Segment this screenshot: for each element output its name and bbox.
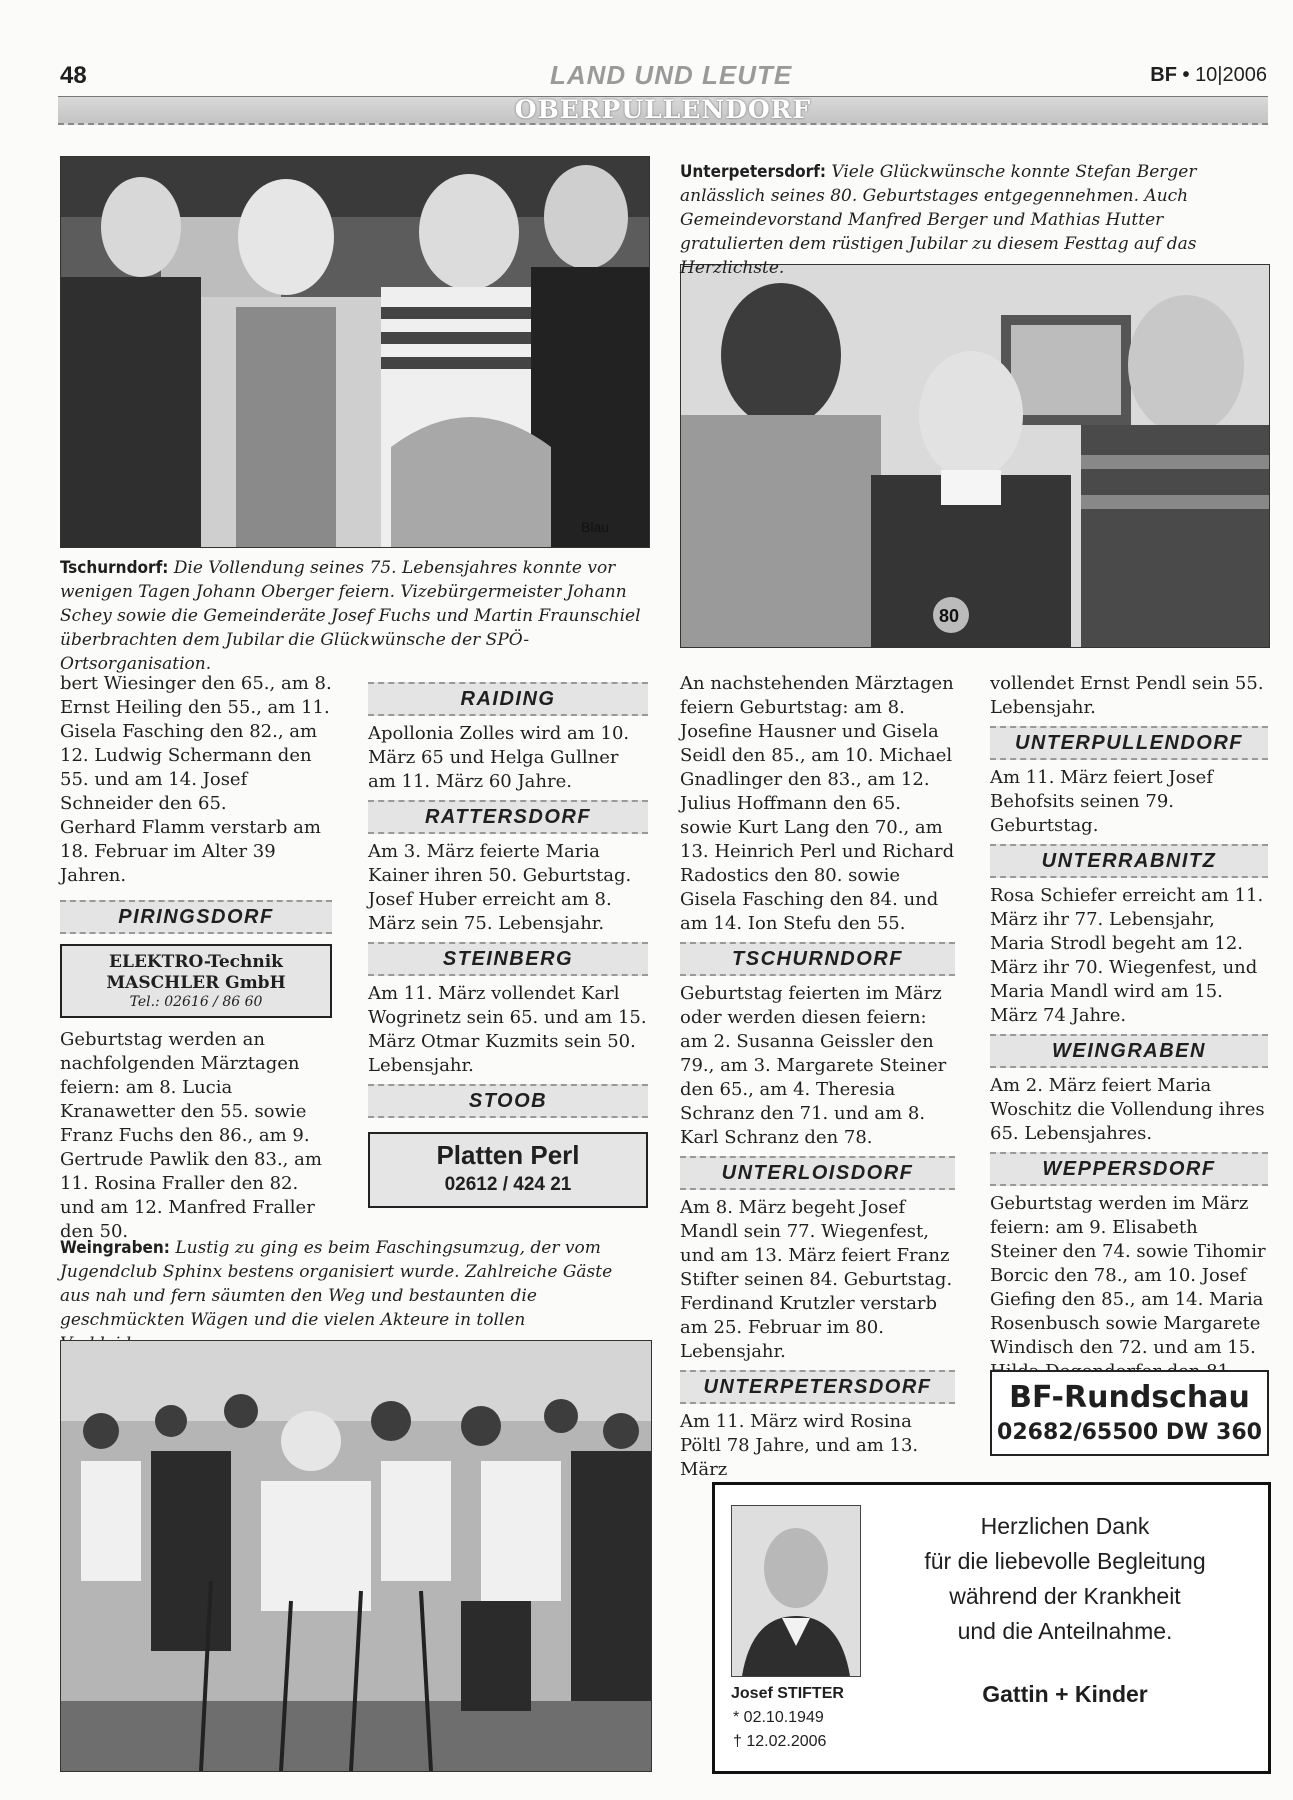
births-list: Rosa Schiefer erreicht am 11. März ihr 77. Lebensjahr, Maria Strodl begeht am 12. März ihr 70. Wiegenfest, und Maria Mandl wird am 15. März 74 Jahre. xyxy=(990,885,1264,1026)
death-notice: Gerhard Flamm verstarb am 18. Februar im Alter 39 Jahren. xyxy=(60,817,321,886)
death-date: † 12.02.2006 xyxy=(733,1733,827,1750)
town-heading-raiding: RAIDING xyxy=(368,682,648,716)
memorial-signature: Gattin + Kinder xyxy=(982,1681,1148,1707)
deceased-name xyxy=(731,1685,844,1703)
caption-place: Weingraben: xyxy=(60,1238,170,1258)
town-heading-unterrabnitz: UNTERRABNITZ xyxy=(990,844,1268,878)
births-list: Apollonia Zolles wird am 10. März 65 und Helga Gullner am 11. März 60 Jahre. xyxy=(368,723,630,792)
town-heading-tschurndorf: TSCHURNDORF xyxy=(680,942,955,976)
town-heading-weingraben: WEINGRABEN xyxy=(990,1034,1268,1068)
caption-tschurndorf xyxy=(60,556,648,676)
births-list: Am 2. März feiert Maria Woschitz die Vollendung ihres 65. Lebensjahres. xyxy=(990,1075,1265,1144)
town-heading-rattersdorf: RATTERSDORF xyxy=(368,800,648,834)
births-list: bert Wiesinger den 65., am 8. Ernst Heiling den 55., am 11. Gisela Fasching den 82., am 12. Ludwig Schermann den 55. und am 14. Josef Schneider den 65. xyxy=(60,673,332,814)
births-list: Am 8. März begeht Josef Mandl sein 77. Wiegenfest, und am 13. März feiert Franz Stifter seinen 84. Geburtstag. Ferdinand Krutzler verstarb am 25. Februar im 80. Lebensjahr. xyxy=(680,1197,953,1362)
ad-elektro-maschler xyxy=(60,944,332,1018)
column-3 xyxy=(680,672,955,1482)
town-heading-weppersdorf: WEPPERSDORF xyxy=(990,1152,1268,1186)
caption-text: Die Vollendung seines 75. Lebensjahres konnte vor wenigen Tagen Johann Oberger feiern. Vizebürgermeister Johann Schey sowie die Gemeinderäte Josef Fuchs und Martin Fraunschiel überbrachten dem Jubilar die Glückwünsche der SPÖ-Ortsorganisation. xyxy=(60,558,641,674)
message-line: während der Krankheit xyxy=(949,1583,1181,1609)
region-title: OBERPULLENDORF xyxy=(514,95,812,124)
column-4 xyxy=(990,672,1268,1384)
town-heading-piringsdorf: PIRINGSDORF xyxy=(60,900,332,934)
town-heading-steinberg: STEINBERG xyxy=(368,942,648,976)
basket-label: Blau xyxy=(581,519,610,535)
births-list: An nachstehenden Märztagen feiern Geburtstag: am 8. Josefine Hausner und Gisela Seidl den 85., am 10. Michael Gnadlinger den 83., am 12. Julius Hoffmann den 65. sowie Kurt Lang den 70., am 13. Heinrich Perl und Richard Radostics den 80. sowie Gisela Fasching den 84. und am 14. Ion Stefu den 55. xyxy=(680,673,955,934)
badge-80: 80 xyxy=(939,606,960,626)
birth-date: * 02.10.1949 xyxy=(733,1709,824,1726)
caption-text: Viele Glückwünsche konnte Stefan Berger anlässlich seines 80. Geburtstages entgegennehmen. Auch Gemeindevorstand Manfred Berger und Mathias Hutter gratulierten dem rüstigen Jubilar zu diesem Festtag auf das Herzlichste. xyxy=(680,162,1197,278)
photo-weingraben-fasching xyxy=(60,1340,652,1772)
town-heading-unterpetersdorf: UNTERPETERSDORF xyxy=(680,1370,955,1404)
section-title: LAND UND LEUTE xyxy=(550,60,793,90)
births-list: Geburtstag werden an nachfolgenden Märztagen feiern: am 8. Lucia Kranawetter den 55. sowie Franz Fuchs den 86., am 9. Gertrude Pawlik den 83., am 11. Rosina Fraller den 82. und am 12. Manfred Fraller den 50. xyxy=(60,1029,322,1242)
ad-phone: 02682/65500 DW 360 xyxy=(997,1420,1262,1445)
issue-number: 10|2006 xyxy=(1195,64,1267,86)
births-list: Geburtstag feierten im März oder werden diesen feiern: am 2. Susanna Geissler den 79., am 3. Margarete Steiner den 65., am 4. Theresia Schranz den 71. und am 8. Karl Schranz den 78. xyxy=(680,983,947,1148)
page-number: 48 xyxy=(60,62,87,89)
message-line: für die liebevolle Begleitung xyxy=(924,1548,1206,1574)
publication-name: BF xyxy=(1150,64,1177,86)
ad-line-1: Platten Perl xyxy=(436,1140,580,1170)
births-list: vollendet Ernst Pendl sein 55. Lebensjahr. xyxy=(990,673,1264,718)
message-line: Herzlichen Dank xyxy=(980,1513,1150,1539)
photo-unterpetersdorf xyxy=(680,264,1270,648)
separator-dot: • xyxy=(1182,64,1190,86)
town-heading-stoob: STOOB xyxy=(368,1084,648,1118)
town-heading-unterloisdorf: UNTERLOISDORF xyxy=(680,1156,955,1190)
births-list: Am 3. März feierte Maria Kainer ihren 50. Geburtstag. Josef Huber erreicht am 8. März sein 75. Lebensjahr. xyxy=(368,841,632,934)
column-2 xyxy=(368,676,648,1208)
births-list: Am 11. März wird Rosina Pöltl 78 Jahre, und am 13. März xyxy=(680,1411,919,1480)
ad-line-1: BF-Rundschau xyxy=(1009,1380,1250,1415)
caption-unterpetersdorf xyxy=(680,160,1265,280)
births-list: Am 11. März vollendet Karl Wogrinetz sein 65. und am 15. März Otmar Kuzmits sein 50. Lebensjahr. xyxy=(368,983,647,1076)
issue-info xyxy=(1150,64,1267,87)
region-banner xyxy=(58,96,1268,125)
caption-text: Lustig zu ging es beim Faschingsumzug, der vom Jugendclub Sphinx bestens organisiert wurde. Zahlreiche Gäste aus nah und fern säumten den Weg und bestaunten die geschmückten Wägen und die vielen Akteure in tollen xyxy=(60,1238,613,1330)
thanks-message xyxy=(875,1509,1255,1649)
memorial-portrait xyxy=(731,1505,861,1677)
message-line: und die Anteilnahme. xyxy=(957,1618,1173,1644)
photo-tschurndorf xyxy=(60,156,650,548)
ad-line-1: ELEKTRO-Technik xyxy=(109,952,283,972)
ad-platten-perl xyxy=(368,1132,648,1208)
ad-phone: Tel.: 02616 / 86 60 xyxy=(129,994,263,1010)
caption-weingraben xyxy=(60,1236,645,1356)
ad-phone: 02612 / 424 21 xyxy=(444,1174,572,1195)
town-heading-unterpullendorf: UNTERPULLENDORF xyxy=(990,726,1268,760)
caption-place: Unterpetersdorf: xyxy=(680,162,826,182)
births-list: Am 11. März feiert Josef Behofsits seinen 79. Geburtstag. xyxy=(990,767,1213,836)
ad-bf-rundschau xyxy=(990,1370,1269,1456)
deceased-last-name: STIFTER xyxy=(777,1685,844,1702)
births-list: Geburtstag werden im März feiern: am 9. Elisabeth Steiner den 74. sowie Tihomir Borcic den 78., am 10. Josef Giefing den 85., am 14. Maria Rosenbusch sowie Margarete Windisch den 72. und am 15. xyxy=(990,1193,1266,1358)
ad-line-2: MASCHLER GmbH xyxy=(106,973,286,993)
deceased-first-name: Josef xyxy=(731,1685,773,1702)
column-1 xyxy=(60,672,332,1244)
caption-place: Tschurndorf: xyxy=(60,558,169,578)
memorial-notice xyxy=(712,1482,1271,1774)
